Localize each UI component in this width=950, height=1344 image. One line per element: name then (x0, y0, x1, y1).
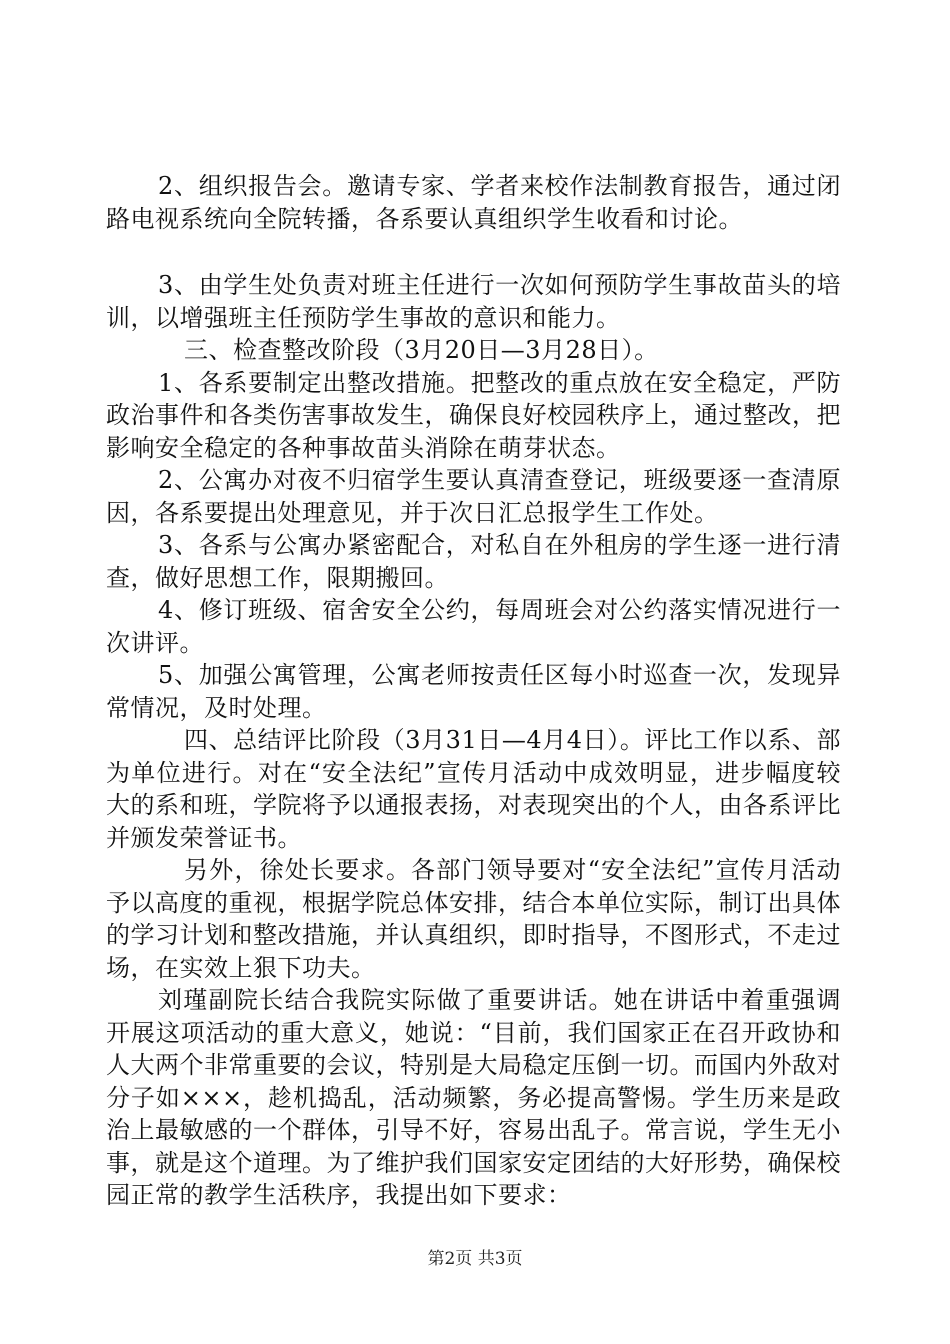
paragraph-director-requirements: 另外，徐处长要求。各部门领导要对“安全法纪”宣传月活动予以高度的重视，根据学院总体安排，结合本单位实际，制订出具体的学习计划和整改措施，并认真组织，即时指导，不图形式，不走过场，在实效上狠下功夫。 (106, 856, 841, 982)
paragraph-dorm-check: 2、公寓办对夜不归宿学生要认真清查登记，班级要逐一查清原因，各系要提出处理意见，并于次日汇总报学生工作处。 (106, 466, 841, 527)
paragraph-offcampus-rental: 3、各系与公寓办紧密配合，对私自在外租房的学生逐一进行清查，做好思想工作，限期搬回。 (106, 531, 841, 592)
document-body (106, 170, 841, 1212)
paragraph-safety-convention: 4、修订班级、宿舍安全公约，每周班会对公约落实情况进行一次讲评。 (106, 596, 841, 657)
paragraph-rectification-measures: 1、各系要制定出整改措施。把整改的重点放在安全稳定，严防政治事件和各类伤害事故发生，确保良好校园秩序上，通过整改，把影响安全稳定的各种事故苗头消除在萌芽状态。 (106, 368, 841, 462)
paragraph-vice-president-speech: 刘瑾副院长结合我院实际做了重要讲话。她在讲话中着重强调开展这项活动的重大意义，她说：“目前，我们国家正在召开政协和人大两个非常重要的会议，特别是大局稳定压倒一切。而国内外敌对分子如×××，趁机捣乱，活动频繁，务必提高警惕。学生历来是政治上最敏感的一个群体，引导不好，容易出乱子。常言说，学生无小事，就是这个道理。为了维护我们国家安定团结的大好形势，确保校园正常的教学生活秩序，我提出如下要求： (106, 986, 841, 1209)
paragraph-dorm-management: 5、加强公寓管理，公寓老师按责任区每小时巡查一次，发现异常情况，及时处理。 (106, 661, 841, 722)
paragraph-organize-lecture: 2、组织报告会。邀请专家、学者来校作法制教育报告，通过闭路电视系统向全院转播，各系要认真组织学生收看和讨论。 (106, 172, 841, 233)
paragraph-teacher-training: 3、由学生处负责对班主任进行一次如何预防学生事故苗头的培训，以增强班主任预防学生事故的意识和能力。 (106, 271, 841, 332)
section-heading-summary: 四、总结评比阶段（3月31日—4月4日）。评比工作以系、部为单位进行。对在“安全法纪”宣传月活动中成效明显，进步幅度较大的系和班，学院将予以通报表扬，对表现突出的个人，由各系评比并颁发荣誉证书。 (106, 726, 841, 852)
section-heading-inspection: 三、检查整改阶段（3月20日—3月28日）。 (184, 336, 659, 364)
page-number-footer: 第2页 共3页 (427, 1249, 523, 1269)
